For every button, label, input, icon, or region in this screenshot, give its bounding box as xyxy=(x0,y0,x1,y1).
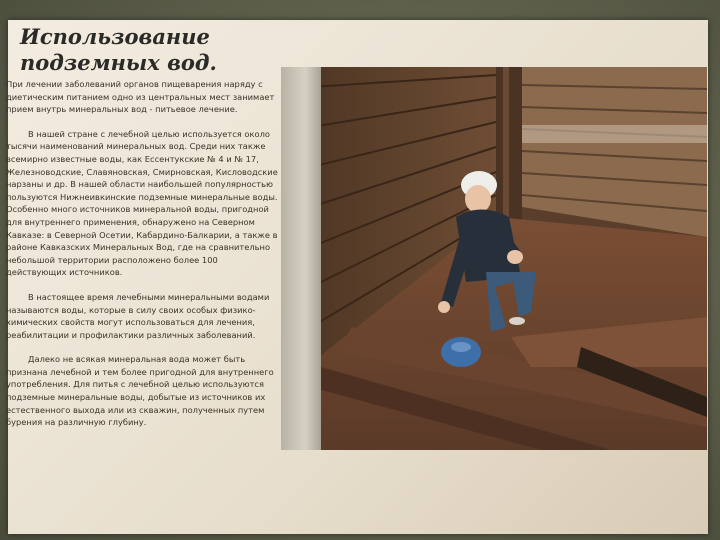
paragraph-4: Далеко не всякая минеральная вода может быть признана лечебной и тем более пригодной для внутреннего употребления. Для питья с лечебной целью используются подземные минеральные воды, добытые из источников их естественного выхода или из скважин, полученных путем бурения на различную глубину. xyxy=(6,354,274,428)
paragraph-2: В нашей стране с лечебной целью используется около тысячи наименований минеральных вод. Среди них также всемирно известные воды, как Ессентукские № 4 и № 17, Железноводские, Славяновская, Смирновская, Кисловодские нарзаны и др. В нашей области наибольшей популярностью пользуются Нижнеивкинские подземные минеральные воды. Особенно много источников минеральной воды, пригодной для внутреннего применения, обнаружено на Северном Кавказе: в Северной Осетии, Кабардино-Балкарии, а также в районе Кавказских Минеральных Вод, где на сравнительно небольшой территории расположено более 100 действующих источников. xyxy=(6,128,278,278)
paragraph-1: При лечении заболеваний органов пищеварения наряду с диетическим питанием одно из центральных мест занимает прием внутрь минеральных вод - питьевое лечение. xyxy=(6,79,275,115)
title-line-2: подземных вод. xyxy=(20,50,217,75)
slide-title xyxy=(20,24,280,76)
paragraph-3: В настоящее время лечебными минеральными водами называются воды, которые в силу своих особых физико-химических свойств могут использоваться для лечения, реабилитации и профилактики различных заболеваний. xyxy=(6,291,270,340)
spring-photo xyxy=(281,67,707,450)
body-text xyxy=(6,78,278,441)
photo-frame-edge xyxy=(281,67,321,450)
title-line-1: Использование xyxy=(20,24,210,49)
photo-spring-well-icon xyxy=(281,67,707,450)
